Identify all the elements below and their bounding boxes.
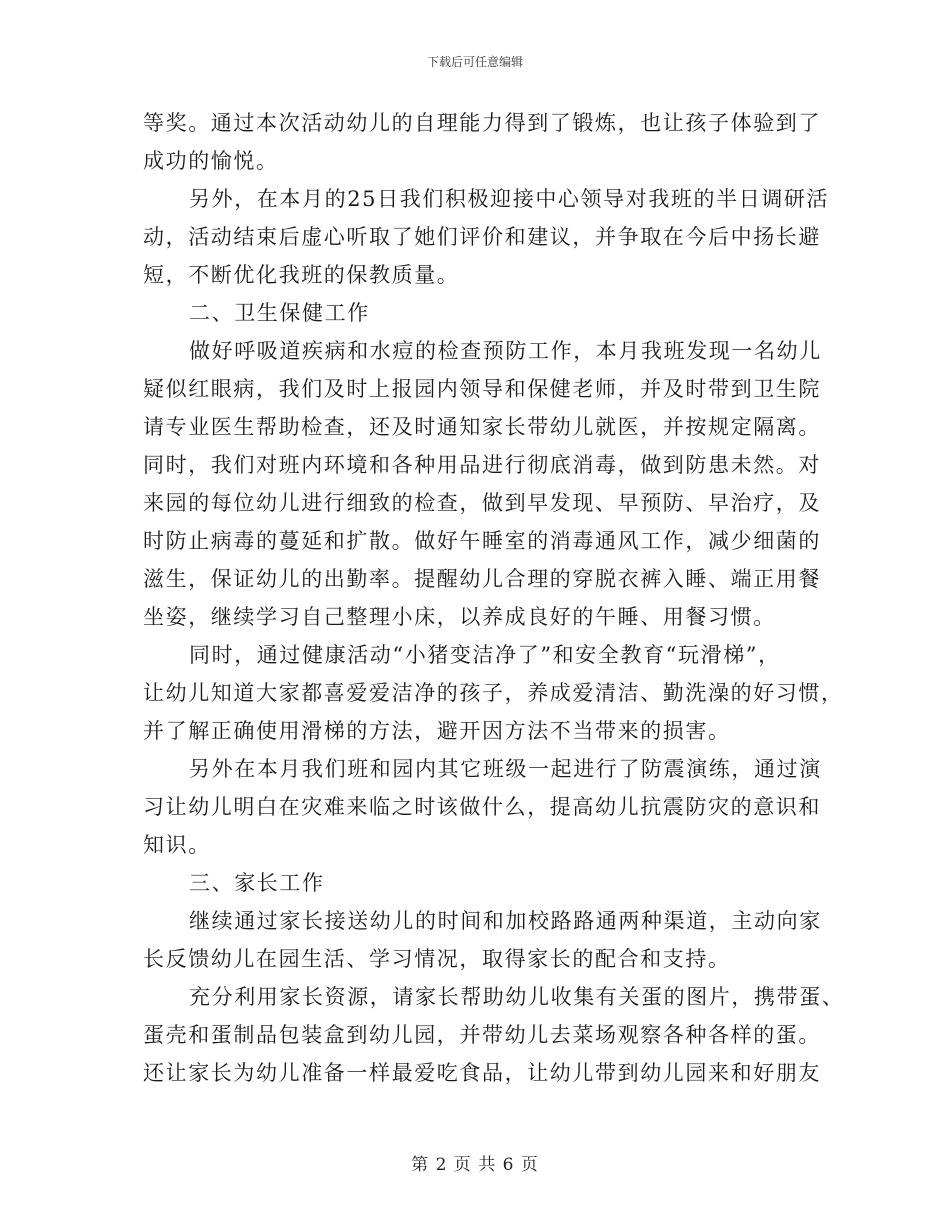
text-line: 知识。: [143, 833, 211, 857]
text-line: 继续通过家长接送幼儿的时间和加校路路通两种渠道，主动向家: [189, 909, 822, 933]
text-line: 时防止病毒的蔓延和扩散。做好午睡室的消毒通风工作，减少细菌的: [143, 529, 821, 553]
text-line: 动，活动结束后虚心听取了她们评价和建议，并争取在今后中扬长避: [143, 225, 821, 249]
text-line: 习让幼儿明白在灾难来临之时该做什么，提高幼儿抗震防灾的意识和: [143, 795, 821, 819]
page-footer: 第 2 页 共 6 页: [411, 1155, 539, 1175]
page-header: 下载后可任意编辑: [426, 55, 523, 69]
text-line: 还让家长为幼儿准备一样最爱吃食品，让幼儿带到幼儿园来和好朋友: [143, 1061, 821, 1085]
text-line: 三、家长工作: [189, 871, 325, 895]
text-line: 同时，我们对班内环境和各种用品进行彻底消毒，做到防患未然。对: [143, 453, 821, 477]
text-line: 长反馈幼儿在园生活、学习情况，取得家长的配合和支持。: [143, 947, 731, 971]
text-line: 充分利用家长资源，请家长帮助幼儿收集有关蛋的图片，携带蛋、: [189, 985, 845, 1009]
text-line: 疑似红眼病，我们及时上报园内领导和保健老师，并及时带到卫生院: [143, 377, 821, 401]
text-line: 另外在本月我们班和园内其它班级一起进行了防震演练，通过演: [189, 757, 822, 781]
text-line: 请专业医生帮助检查，还及时通知家长带幼儿就医，并按规定隔离。: [143, 415, 821, 439]
text-line: 同时，通过健康活动“小猪变洁净了”和安全教育“玩滑梯”，: [189, 643, 781, 667]
text-line: 并了解正确使用滑梯的方法，避开因方法不当带来的损害。: [143, 719, 731, 743]
text-line: 成功的愉悦。: [143, 149, 279, 173]
text-line: 滋生，保证幼儿的出勤率。提醒幼儿合理的穿脱衣裤入睡、端正用餐: [143, 567, 821, 591]
text-line: 坐姿，继续学习自己整理小床，以养成良好的午睡、用餐习惯。: [143, 605, 776, 629]
text-line: 另外，在本月的25日我们积极迎接中心领导对我班的半日调研活: [189, 187, 830, 211]
text-line: 等奖。通过本次活动幼儿的自理能力得到了锻炼，也让孩子体验到了: [143, 111, 821, 135]
text-line: 让幼儿知道大家都喜爱爱洁净的孩子，养成爱清洁、勤洗澡的好习惯，: [143, 681, 844, 705]
text-line: 做好呼吸道疾病和水痘的检查预防工作，本月我班发现一名幼儿: [189, 339, 822, 363]
text-line: 二、卫生保健工作: [189, 301, 370, 325]
text-line: 短，不断优化我班的保教质量。: [143, 263, 460, 287]
text-line: 来园的每位幼儿进行细致的检查，做到早发现、早预防、早治疗，及: [143, 491, 821, 515]
text-line: 蛋壳和蛋制品包装盒到幼儿园，并带幼儿去菜场观察各种各样的蛋。: [143, 1023, 821, 1047]
document-body: [143, 104, 845, 1092]
